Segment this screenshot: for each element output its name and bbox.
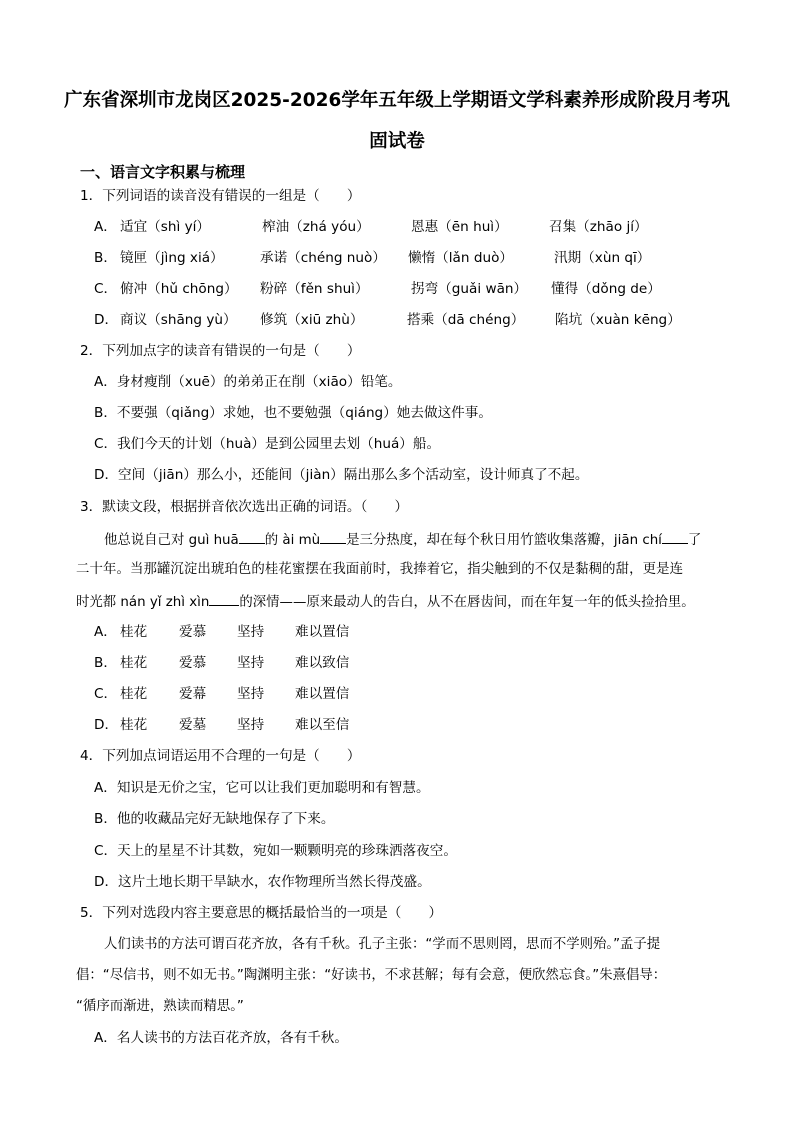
q3-passage-line1 (104, 529, 701, 551)
option-label: D． (94, 312, 119, 328)
q1-word: 修筑（xiū zhù） (260, 312, 364, 328)
q3-word: 坚持 (237, 717, 265, 733)
q3-word: 难以置信 (295, 624, 350, 640)
passage-text: 的深情——原来最动人的告白，从不在唇齿间，而在年复一年的低头捡拾里。 (239, 595, 695, 610)
q3-word: 桂花 (120, 655, 148, 671)
q1-word: 汛期（xùn qī） (554, 250, 651, 266)
q1-word: 搭乘（dā chéng） (407, 312, 525, 328)
q3-passage-line3 (76, 591, 695, 613)
q5-option-a[interactable]: A．名人读书的方法百花齐放，各有千秋。 (94, 1030, 348, 1046)
question-4-stem: 4．下列加点词语运用不合理的一句是（ ） (80, 748, 361, 764)
option-label: B． (94, 655, 117, 671)
section-heading: 一、语言文字积累与梳理 (80, 163, 246, 181)
q1-word: 商议（shāng yù） (120, 312, 237, 328)
q1-word: 俯冲（hǔ chōng） (120, 281, 238, 297)
option-label: C． (94, 686, 118, 702)
question-1-stem: 1．下列词语的读音没有错误的一组是（ ） (80, 188, 361, 204)
passage-text: 了 (687, 533, 702, 548)
q3-word: 爱墓 (179, 717, 207, 733)
answer-blank (320, 529, 346, 544)
q1-word: 拐弯（guǎi wān） (411, 281, 528, 297)
q3-word: 爱幕 (179, 686, 207, 702)
q3-word: 难以致信 (295, 655, 350, 671)
q3-word: 坚持 (237, 686, 265, 702)
q3-option-d[interactable] (94, 715, 350, 735)
q5-passage-line1: 人们读书的方法可谓百花齐放，各有千秋。孔子主张：“学而不思则罔，思而不学则殆。”孟子提 (104, 937, 661, 952)
q1-word: 陷坑（xuàn kēng） (555, 312, 681, 328)
q5-passage-line2: 倡：“尽信书，则不如无书。”陶渊明主张：“好读书，不求甚解；每有会意，便欣然忘食。”朱熹倡导： (76, 968, 667, 983)
option-label: A． (94, 624, 117, 640)
q3-word: 坚持 (237, 624, 265, 640)
q1-word: 镜匣（jìng xiá） (120, 250, 224, 266)
q1-word: 粉碎（fěn shuì） (260, 281, 369, 297)
q3-word: 桂花 (120, 717, 148, 733)
q1-word: 榨油（zhá yóu） (262, 219, 370, 235)
answer-blank (209, 591, 239, 606)
q2-option-d[interactable]: D．空间（jiān）那么小，还能间（jiàn）隔出那么多个活动室，设计师真了不起。 (94, 467, 589, 483)
q3-option-c[interactable] (94, 684, 350, 704)
q1-option-c[interactable] (94, 279, 661, 299)
q1-word: 承诺（chéng nuò） (260, 250, 386, 266)
question-2-stem: 2．下列加点字的读音有错误的一句是（ ） (80, 343, 361, 359)
option-label: B． (94, 250, 117, 266)
q3-word: 难以至信 (295, 717, 350, 733)
passage-text: 他总说自己对 guì huā (104, 533, 239, 548)
q3-word: 爱慕 (179, 624, 207, 640)
q1-word: 懂得（dǒng de） (551, 281, 661, 297)
q4-option-a[interactable]: A．知识是无价之宝，它可以让我们更加聪明和有智慧。 (94, 780, 430, 796)
q1-option-a[interactable] (94, 217, 648, 237)
q1-word: 恩惠（ēn huì） (411, 219, 508, 235)
q1-word: 适宜（shì yí） (120, 219, 210, 235)
q3-option-b[interactable] (94, 653, 350, 673)
q4-option-d[interactable]: D．这片土地长期干旱缺水，农作物理所当然长得茂盛。 (94, 874, 431, 890)
q3-word: 坚持 (237, 655, 265, 671)
q2-option-c[interactable]: C．我们今天的计划（huà）是到公园里去划（huá）船。 (94, 436, 441, 452)
q3-passage-line2: 二十年。当那罐沉淀出琥珀色的桂花蜜摆在我面前时，我捧着它，指尖触到的不仅是黏稠的甜，更是连 (76, 562, 684, 577)
answer-blank (239, 529, 265, 544)
q3-word: 桂花 (120, 686, 148, 702)
question-5-stem: 5．下列对选段内容主要意思的概括最恰当的一项是（ ） (80, 905, 443, 921)
passage-text: 时光都 nán yǐ zhì xìn (76, 595, 210, 610)
document-title-line1: 广东省深圳市龙岗区2025-2026学年五年级上学期语文学科素养形成阶段月考巩 (64, 90, 730, 111)
q4-option-c[interactable]: C．天上的星星不计其数，宛如一颗颗明亮的珍珠洒落夜空。 (94, 843, 457, 859)
q1-word: 懒惰（lǎn duò） (408, 250, 513, 266)
option-label: D． (94, 717, 119, 733)
q3-word: 桂花 (120, 624, 148, 640)
q1-option-d[interactable] (94, 310, 681, 330)
option-label: A． (94, 219, 117, 235)
q2-option-b[interactable]: B．不要强（qiǎng）求她，也不要勉强（qiáng）她去做这件事。 (94, 405, 492, 421)
option-label: C． (94, 281, 118, 297)
q3-option-a[interactable] (94, 622, 350, 642)
q4-option-b[interactable]: B．他的收藏品完好无缺地保存了下来。 (94, 811, 335, 827)
q3-word: 爱慕 (179, 655, 207, 671)
document-title-line2: 固试卷 (369, 131, 425, 152)
passage-text: 的 ài mù (264, 533, 321, 548)
question-3-stem: 3．默读文段，根据拼音依次选出正确的词语。（ ） (80, 499, 409, 515)
passage-text: 是三分热度，却在每个秋日用竹篮收集落瓣，jiān chí (346, 533, 662, 548)
q2-option-a[interactable]: A．身材瘦削（xuē）的弟弟正在削（xiāo）铅笔。 (94, 374, 402, 390)
answer-blank (662, 529, 688, 544)
q5-passage-line3: “循序而渐进，熟读而精思。” (76, 999, 244, 1014)
q1-option-b[interactable] (94, 248, 651, 268)
q1-word: 召集（zhāo jí） (549, 219, 648, 235)
q3-word: 难以置信 (295, 686, 350, 702)
